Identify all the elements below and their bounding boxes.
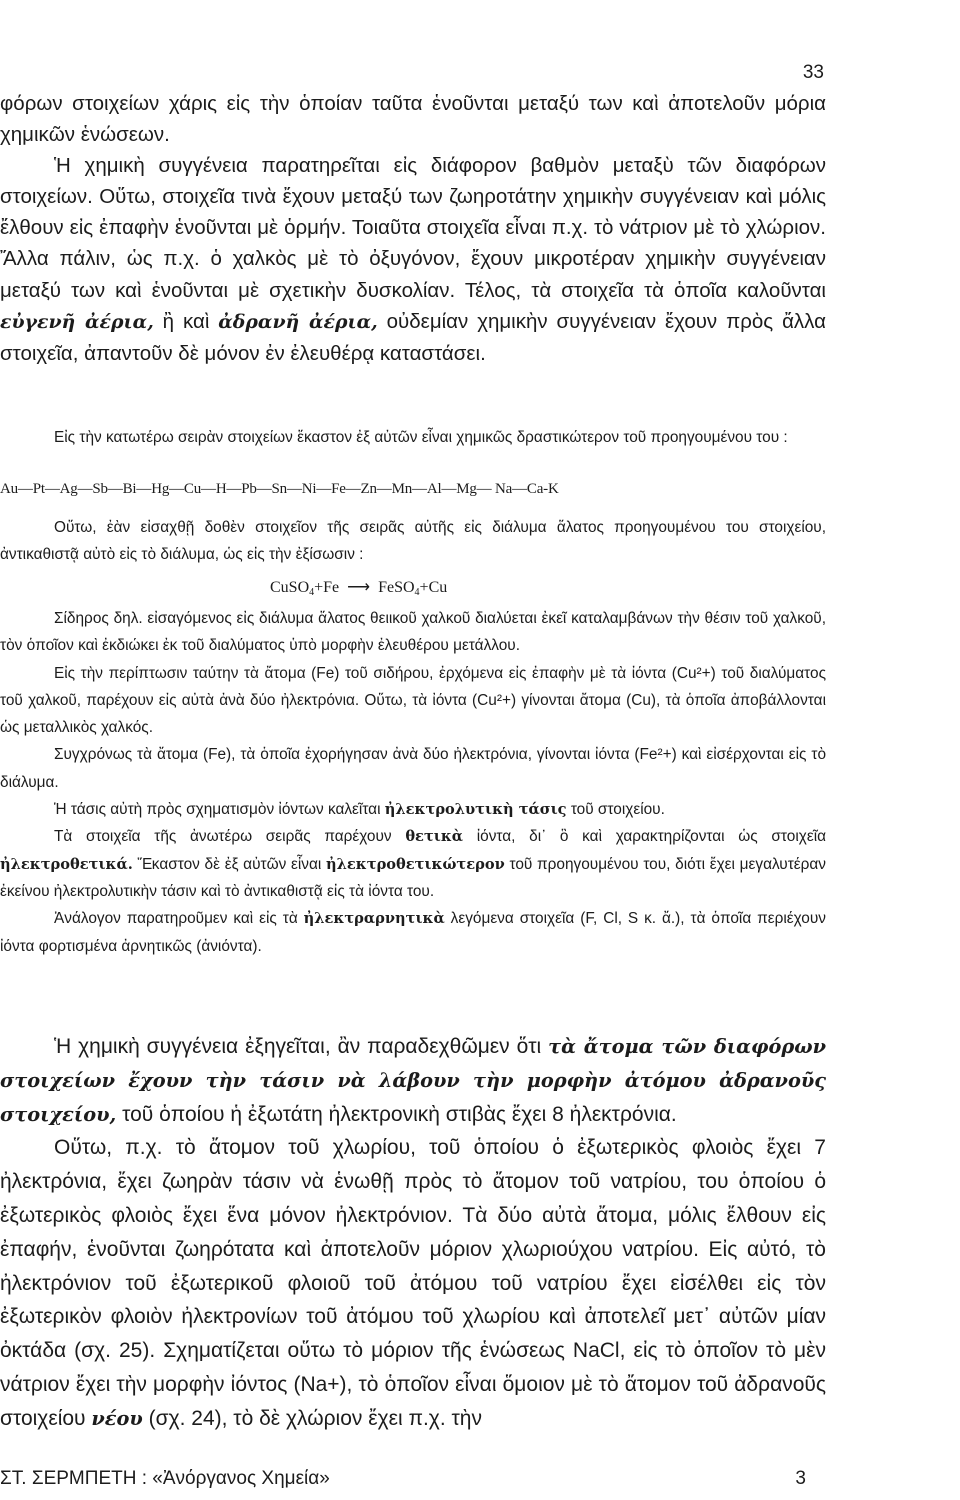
eq-subscript: 4 <box>309 587 315 598</box>
chemical-equation <box>270 577 447 598</box>
explanation-section <box>0 1030 826 1436</box>
reactivity-series: Au—Pt—Ag—Sb—Bi—Hg—Cu—H—Pb—Sn—Ni—Fe—Zn—Mn—Al—Mg— Na—Ca-K <box>0 481 559 497</box>
small-print-section <box>0 424 826 451</box>
text-run: ἰόντα, δι᾽ ὃ καὶ χαρακτηρίζονται ὡς στοιχεῖα <box>476 828 827 846</box>
eq-subscript-2: 4 <box>414 587 420 598</box>
paragraph-affinity <box>0 150 826 369</box>
text-run: ἢ καὶ <box>162 309 210 333</box>
term-more-electropositive: ἠλεκτροθετικώτερον <box>326 855 505 873</box>
text-run: Ἕκαστον δὲ ἐξ αὐτῶν εἶναι <box>137 855 322 873</box>
paragraph-substitution: Οὕτω, ἐὰν εἰσαχθῇ δοθὲν στοιχεῖον τῆς σειρᾶς αὐτῆς εἰς διάλυμα ἅλατος προηγουμένου του στοιχείου, ἀντικαθιστᾷ αὐτὸ εἰς τὸ διάλυμα, ὡς εἰς τὴν ἐξίσωσιν : <box>0 519 826 564</box>
eq-arrow: ⟶ <box>347 579 371 596</box>
eq-reactant: CuSO <box>270 579 310 596</box>
small-print-section-3 <box>0 605 826 960</box>
text-run: Τὰ στοιχεῖα τῆς ἀνωτέρω σειρᾶς παρέχουν <box>54 828 392 846</box>
paragraph-ions: Εἰς τὴν περίπτωσιν ταύτην τὰ ἄτομα (Fe) τοῦ σιδήρου, ἐρχόμενα εἰς ἐπαφὴν μὲ τὰ ἰόντα (Cu²+) τοῦ διαλύματος τοῦ χαλκοῦ, παρέχουν εἰς αὐτὰ ἀνὰ δύο ἠλεκτρόνια. Οὕτω, τὰ ἰόντα (Cu²+) γίνονται ἄτομα (Cu), τὰ ὁποῖα ἀποβάλλονται ὡς μεταλλικὸς χαλκός. <box>0 664 826 737</box>
term-noble-configuration: τὰ ἄτομα τῶν διαφόρων στοιχείων ἔχουν τὴν τάσιν νὰ λάβουν τὴν μορφὴν ἀτόμου ἀδρανοῦς στοιχείου, <box>0 1035 827 1126</box>
footer-signature-number: 3 <box>795 1468 806 1489</box>
paragraph-electropositive <box>0 823 826 905</box>
paragraph-electronegative <box>0 905 826 960</box>
paragraph-continuation: φόρων στοιχείων χάρις εἰς τὴν ὁποίαν ταῦτα ἑνοῦνται μεταξύ των καὶ ἀποτελοῦν μόρια χημικῶν ἑνώσεων. <box>0 92 826 147</box>
text-run: λεγόμενα στοιχεῖα (F, Cl, S κ. ἄ.), τὰ ὁποῖα περιέχουν ἰόντα φορτισμένα ἀρνητικῶς (ἀνιόντα). <box>0 910 826 955</box>
page-number: 33 <box>802 62 824 83</box>
text-run: Ἡ τάσις αὐτὴ πρὸς σχηματισμὸν ἰόντων καλεῖται <box>54 801 381 819</box>
text-run: Ἀνάλογον παρατηροῦμεν καὶ εἰς τὰ <box>54 910 298 928</box>
paragraph-simultaneous: Συγχρόνως τὰ ἄτομα (Fe), τὰ ὁποῖα ἐχορήγησαν ἀνὰ δύο ἠλεκτρόνια, γίνονται ἰόντα (Fe²+) καὶ εἰσέρχονται εἰς τὸ διάλυμα. <box>0 746 826 791</box>
paragraph-nacl-example <box>0 1131 826 1435</box>
chemical-affinity-section <box>0 88 826 369</box>
text-run: Οὕτω, π.χ. τὸ ἄτομον τοῦ χλωρίου, τοῦ ὁποίου ὁ ἐξωτερικὸς φλοιὸς ἔχει 7 ἠλεκτρόνια, ἔχει ζωηρὰν τάσιν νὰ ἑνωθῇ πρὸς τὸ ἄτομον τοῦ νατρίου, του ὁποίου ὁ ἐξωτερικὸς φλοιὸς ἔχει ἕνα μόνον ἠλεκτρόνιον. Τὰ δύο αὐτὰ ἄτομα, μόλις ἔλθουν εἰς ἐπαφήν, ἑνοῦνται ζωηρότατα καὶ ἀποτελοῦν μόριον χλωριούχου νατρίου. Εἰς αὐτό, τὸ ἠλεκτρόνιον τοῦ ἐξωτερικοῦ φλοιοῦ τοῦ ἀτόμου τοῦ νατρίου ἔχει εἰσέλθει εἰς τὸν ἐξωτερικὸν φλοιὸν ἠλεκτρονίων τοῦ ἀτόμου τοῦ χλωρίου καὶ ἀποτελεῖ μετ᾽ αὐτῶν μίαν ὀκτάδα (σχ. 25). Σχηματίζεται οὕτω τὸ μόριον τῆς ἑνώσεως NaCl, εἰς τὸ ὁποῖον τὸ μὲν νάτριον ἔχει τὴν μορφὴν ἰόντος (Na+), τὸ ὁποῖον εἶναι ὅμοιον μὲ τὸ ἄτομον τοῦ ἀδρανοῦς στοιχείου <box>0 1136 826 1430</box>
small-print-section-2 <box>0 514 826 569</box>
text-run: τοῦ προηγουμένου του, διότι ἔχει μεγαλυτέραν ἐκείνου ἠλεκτρολυτικὴν τάσιν καὶ τὸ ἀντικαθιστᾷ εἰς τὰ ἰόντα του. <box>0 855 827 900</box>
eq-reactant-2: +Fe <box>314 579 340 596</box>
term-neon: νέου <box>91 1406 143 1430</box>
text-run: Ἡ χημικὴ συγγένεια παρατηρεῖται εἰς διάφορον βαθμὸν μεταξὺ τῶν διαφόρων στοιχείων. Οὕτω, στοιχεῖα τινὰ ἔχουν μεταξύ των ζωηροτάτην χημικὴν συγγένειαν καὶ μόλις ἔλθουν εἰς ἐπαφὴν ἑνοῦνται μὲ ὁρμήν. Τοιαῦτα στοιχεῖα εἶναι π.χ. τὸ νάτριον μὲ τὸ χλώριον. Ἄλλα πάλιν, ὡς π.χ. ὁ χαλκὸς μὲ τὸ ὀξυγόνον, ἔχουν μικροτέραν χημικὴν συγγένειαν μεταξύ των καὶ ἑνοῦνται μὲ σχετικὴν δυσκολίαν. Τέλος, τὰ στοιχεῖα τὰ ὁποῖα καλοῦνται <box>0 154 826 302</box>
term-electronegative: ἠλεκτραρνητικὰ <box>303 910 445 928</box>
term-electropositive: ἠλεκτροθετικά. <box>0 855 133 873</box>
text-run: (σχ. 24), τὸ δὲ χλώριον ἔχει π.χ. τὴν <box>148 1406 482 1430</box>
text-run: Ἡ χημικὴ συγγένεια ἐξηγεῖται, ἂν παραδεχθῶμεν ὅτι <box>54 1035 542 1058</box>
term-positive: θετικὰ <box>405 828 464 846</box>
eq-product-2: +Cu <box>419 579 448 596</box>
term-noble-gases: εὐγενῆ ἀέρια, <box>0 310 154 333</box>
eq-product: FeSO <box>378 579 415 596</box>
paragraph-iron-copper: Σίδηρος δηλ. εἰσαγόμενος εἰς διάλυμα ἅλατος θειικοῦ χαλκοῦ διαλύεται ἐκεῖ καταλαμβάνων τὴν θέσιν τοῦ χαλκοῦ, τὸν ὁποῖον καὶ ἐκδιώκει ἐκ τοῦ διαλύματος ὑπὸ μορφὴν ἐλευθέρου μετάλλου. <box>0 610 826 655</box>
paragraph-explanation <box>0 1030 826 1131</box>
text-run: τοῦ στοιχείου. <box>570 801 665 819</box>
paragraph-series-intro: Εἰς τὴν κατωτέρω σειρὰν στοιχείων ἕκαστον ἐξ αὐτῶν εἶναι χημικῶς δραστικώτερον τοῦ προηγουμένου του : <box>54 429 788 446</box>
paragraph-electrolytic <box>0 796 826 823</box>
text-run: οὐδεμίαν χημικὴν συγγένειαν ἔχουν πρὸς ἄλλα στοιχεῖα, ἀπαντοῦν δὲ μόνον ἐν ἐλευθέρᾳ καταστάσει. <box>0 309 826 365</box>
footer-author-title: ΣΤ. ΣΕΡΜΠΕΤΗ : «Ἀνόργανος Χημεία» <box>0 1468 330 1489</box>
term-electrolytic-tension: ἠλεκτρολυτικὴ τάσις <box>384 801 567 819</box>
text-run: τοῦ ὁποίου ἡ ἐξωτάτη ἠλεκτρονικὴ στιβὰς ἔχει 8 ἠλεκτρόνια. <box>122 1102 677 1126</box>
term-inert-gases: ἀδρανῆ ἀέρια, <box>218 310 378 333</box>
